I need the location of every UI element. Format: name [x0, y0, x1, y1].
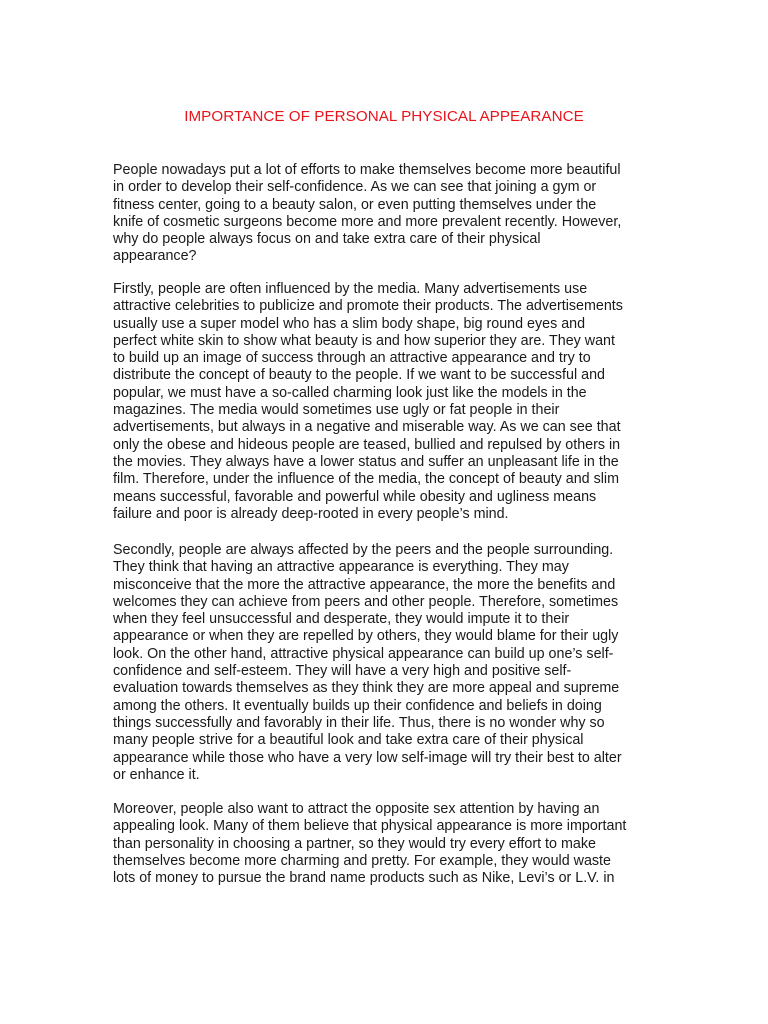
text-line: appearance or when they are repelled by others, they would blame for their ugly [113, 628, 619, 645]
document-title: IMPORTANCE OF PERSONAL PHYSICAL APPEARANCE [184, 108, 584, 125]
text-line: appealing look. Many of them believe that physical appearance is more important [113, 818, 627, 835]
text-line: among the others. It eventually builds up their confidence and beliefs in doing [113, 697, 602, 714]
text-line: People nowadays put a lot of efforts to make themselves become more beautiful [113, 162, 621, 178]
text-line: failure and poor is already deep-rooted in every people’s mind. [113, 505, 509, 522]
text-line: popular, we must have a so-called charming look just like the models in the [113, 384, 587, 401]
paragraph-media [113, 281, 623, 523]
text-line: when they feel unsuccessful and desperate, they would impute it to their [113, 611, 570, 628]
text-line: confidence and self-esteem. They will have a very high and positive self- [113, 663, 572, 680]
text-line: in order to develop their self-confidence. As we can see that joining a gym or [113, 179, 597, 196]
text-line: fitness center, going to a beauty salon, or even putting themselves under the [113, 196, 597, 213]
text-line: They think that having an attractive appearance is everything. They may [113, 559, 569, 576]
text-line: Moreover, people also want to attract the opposite sex attention by having an [113, 801, 600, 817]
paragraph-intro [113, 162, 621, 266]
text-line: look. On the other hand, attractive physical appearance can build up one’s self- [113, 645, 614, 662]
text-line: than personality in choosing a partner, so they would try every effort to make [113, 835, 596, 852]
text-line: means successful, favorable and powerful while obesity and ugliness means [113, 488, 597, 505]
paragraph-attraction [113, 801, 626, 887]
text-line: usually use a super model who has a slim body shape, big round eyes and [113, 315, 586, 332]
text-line: Firstly, people are often influenced by the media. Many advertisements use [113, 281, 588, 297]
text-line: evaluation towards themselves as they think they are more appeal and supreme [113, 680, 620, 697]
text-line: appearance while those who have a very low self-image will try their best to alter [113, 749, 622, 766]
text-line: themselves become more charming and pretty. For example, they would waste [113, 852, 611, 869]
text-line: misconceive that the more the attractive appearance, the more the benefits and [113, 576, 616, 593]
text-line: things successfully and favorably in their life. Thus, there is no wonder why so [113, 714, 605, 731]
text-line: knife of cosmetic surgeons become more and more prevalent recently. However, [113, 213, 622, 230]
text-line: magazines. The media would sometimes use ugly or fat people in their [113, 402, 560, 419]
text-line: advertisements, but always in a negative and miserable way. As we can see that [113, 419, 621, 436]
paragraph-peers [113, 542, 622, 784]
text-line: lots of money to pursue the brand name products such as Nike, Levi’s or L.V. in [113, 870, 615, 887]
text-line: Secondly, people are always affected by the peers and the people surrounding. [113, 542, 614, 558]
text-line: or enhance it. [113, 766, 200, 783]
text-line: film. Therefore, under the influence of the media, the concept of beauty and slim [113, 471, 619, 488]
text-line: attractive celebrities to publicize and promote their products. The advertisements [113, 298, 623, 315]
text-line: perfect white skin to show what beauty is and how superior they are. They want [113, 332, 615, 349]
text-line: the movies. They always have a lower status and suffer an unpleasant life in the [113, 453, 619, 470]
text-line: welcomes they can achieve from peers and other people. Therefore, sometimes [113, 593, 619, 610]
text-line: many people strive for a beautiful look and take extra care of their physical [113, 732, 584, 749]
text-line: only the obese and hideous people are teased, bullied and repulsed by others in [113, 436, 621, 453]
text-line: distribute the concept of beauty to the people. If we want to be successful and [113, 367, 605, 384]
text-line: appearance? [113, 248, 197, 265]
text-line: why do people always focus on and take extra care of their physical [113, 231, 541, 248]
text-line: to build up an image of success through an attractive appearance and try to [113, 350, 591, 367]
